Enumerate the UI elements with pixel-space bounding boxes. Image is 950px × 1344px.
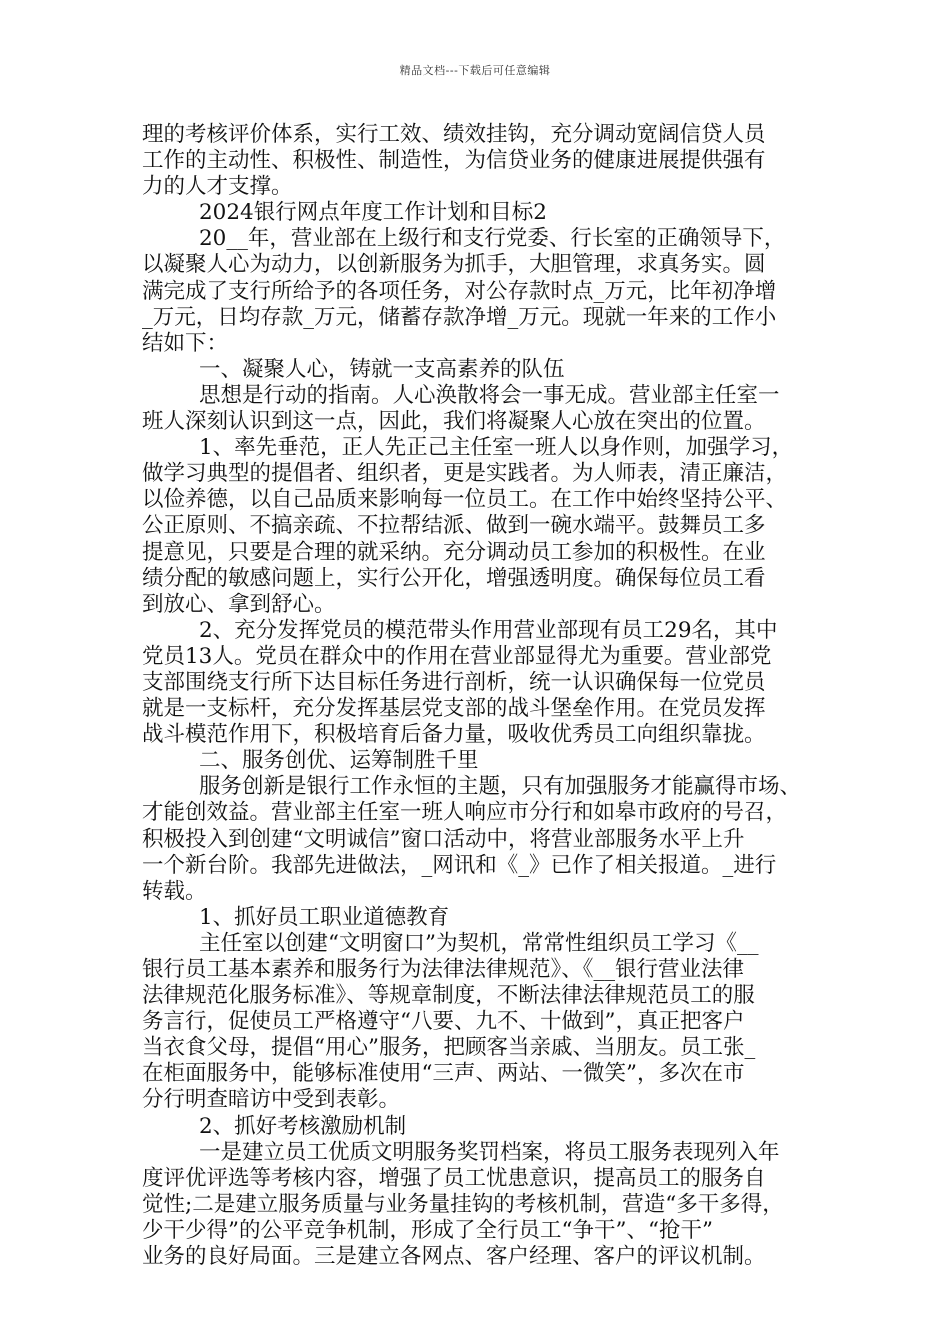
text-line: 满完成了支行所给予的各项任务，对公存款时点_万元，比年初净增 [142, 278, 777, 304]
text-line: 务言行，促使员工严格遵守“八要、九不、十做到”，真正把客户 [142, 1009, 745, 1035]
text-line: 法律规范化服务标准》、等规章制度，不断法律法律规范员工的服 [142, 983, 755, 1009]
page-header: 精品文档---下载后可任意编辑 [399, 64, 551, 77]
text-line: 思想是行动的指南。人心涣散将会一事无成。营业部主任室一 [199, 382, 780, 408]
text-line: 主任室以创建“文明窗口”为契机，常常性组织员工学习《__ [199, 930, 759, 956]
text-line: 提意见，只要是合理的就采纳。充分调动员工参加的积极性。在业 [142, 539, 766, 565]
text-line: 就是一支标杆，充分发挥基层党支部的战斗堡垒作用。在党员发挥 [142, 696, 766, 722]
text-line: 工作的主动性、积极性、制造性，为信贷业务的健康进展提供强有 [142, 148, 766, 174]
text-line: 2024银行网点年度工作计划和目标2 [199, 200, 547, 226]
document-body [142, 122, 810, 1270]
text-line: 积极投入到创建“文明诚信”窗口活动中，将营业部服务水平上升 [142, 826, 745, 852]
text-line: 1、率先垂范，正人先正己主任室一班人以身作则，加强学习， [199, 435, 794, 461]
text-line: 在柜面服务中，能够标准使用“三声、两站、一微笑”，多次在市 [142, 1061, 745, 1087]
text-line: 服务创新是银行工作永恒的主题，只有加强服务才能赢得市场、 [199, 774, 802, 800]
text-line: 1、抓好员工职业道德教育 [199, 904, 450, 930]
text-line: 力的人才支撑。 [142, 174, 293, 200]
text-line: 少干少得”的公平竞争机制，形成了全行员工“争干”、“抢干” [142, 1217, 713, 1243]
text-line: 2、充分发挥党员的模范带头作用营业部现有员工29名，其中 [199, 617, 778, 643]
text-line: 支部围绕支行所下达目标任务进行剖析，统一认识确保每一位党员 [142, 669, 766, 695]
text-line: 当衣食父母，提倡“用心”服务，把顾客当亲戚、当朋友。员工张_ [142, 1035, 756, 1061]
text-line: _万元，日均存款_万元，储蓄存款净增_万元。现就一年来的工作小 [142, 304, 777, 330]
text-line: 党员13人。党员在群众中的作用在营业部显得尤为重要。营业部党 [142, 643, 772, 669]
text-line: 以俭养德，以自己品质来影响每一位员工。在工作中始终坚持公平、 [142, 487, 788, 513]
text-line: 业务的良好局面。三是建立各网点、客户经理、客户的评议机制。 [142, 1244, 766, 1270]
text-line: 一个新台阶。我部先进做法，_网讯和《_》已作了相关报道。_进行 [142, 852, 777, 878]
text-line: 绩分配的敏感问题上，实行公开化，增强透明度。确保每位员工看 [142, 565, 766, 591]
text-line: 才能创效益。营业部主任室一班人响应市分行和如皋市政府的号召， [142, 800, 788, 826]
text-line: 转载。 [142, 878, 207, 904]
text-line: 二、服务创优、运筹制胜千里 [199, 748, 479, 774]
text-line: 一是建立员工优质文明服务奖罚档案，将员工服务表现列入年 [199, 1139, 780, 1165]
text-line: 公正原则、不搞亲疏、不拉帮结派、做到一碗水端平。鼓舞员工多 [142, 513, 766, 539]
text-line: 一、凝聚人心，铸就一支高素养的队伍 [199, 356, 565, 382]
text-line: 到放心、拿到舒心。 [142, 591, 336, 617]
text-line: 度评优评选等考核内容，增强了员工忧患意识，提高员工的服务自 [142, 1165, 766, 1191]
text-line: 觉性;二是建立服务质量与业务量挂钩的考核机制，营造“多干多得， [142, 1191, 784, 1217]
text-line: 班人深刻认识到这一点，因此，我们将凝聚人心放在突出的位置。 [142, 409, 766, 435]
text-line: 银行员工基本素养和服务行为法律法律规范》、《__银行营业法律 [142, 957, 745, 982]
text-line: 结如下： [142, 330, 229, 356]
text-line: 做学习典型的提倡者、组织者，更是实践者。为人师表，清正廉洁， [142, 461, 788, 487]
text-line: 20__年，营业部在上级行和支行党委、行长室的正确领导下， [199, 226, 786, 252]
text-line: 理的考核评价体系，实行工效、绩效挂钩，充分调动宽阔信贷人员 [142, 122, 766, 147]
text-line: 分行明查暗访中受到表彰。 [142, 1087, 401, 1113]
text-line: 以凝聚人心为动力，以创新服务为抓手，大胆管理，求真务实。圆 [142, 252, 766, 278]
text-line: 2、抓好考核激励机制 [199, 1113, 407, 1139]
text-line: 战斗模范作用下，积极培育后备力量，吸收优秀员工向组织靠拢。 [142, 722, 766, 748]
